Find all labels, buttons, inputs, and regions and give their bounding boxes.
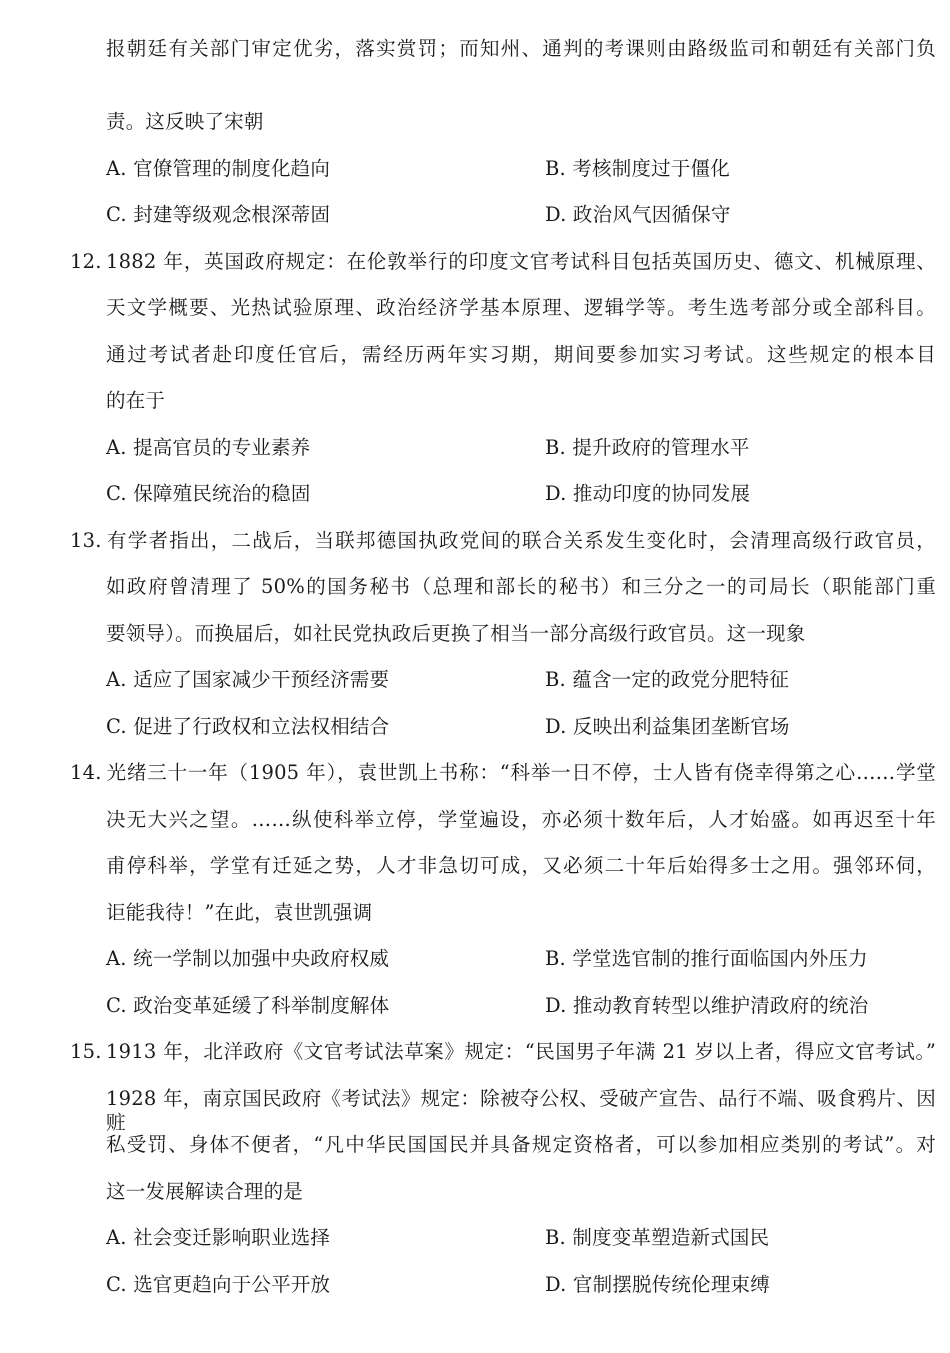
q12-text-line-3: 通过考试者赴印度任官后，需经历两年实习期，期间要参加实习考试。这些规定的根本目 (106, 343, 936, 366)
q13-option-a[interactable]: A. 适应了国家减少干预经济需要 (106, 668, 390, 691)
q11-option-b[interactable]: B. 考核制度过于僵化 (545, 157, 730, 180)
q11-text-line-2: 责。这反映了宋朝 (106, 110, 264, 133)
q12-text-line-1: 1882 年，英国政府规定：在伦敦举行的印度文官考试科目包括英国历史、德文、机械原理、 (106, 250, 936, 273)
q14-option-c[interactable]: C. 政治变革延缓了科举制度解体 (106, 994, 390, 1017)
question-number: 15. (70, 1040, 102, 1063)
q11-option-a[interactable]: A. 官僚管理的制度化趋向 (106, 157, 331, 180)
q13-first-line (70, 529, 936, 553)
q14-text-line-1: 光绪三十一年（1905 年），袁世凯上书称：“科举一日不停，士人皆有侥幸得第之心……学堂 (106, 761, 936, 784)
q15-option-b[interactable]: B. 制度变革塑造新式国民 (545, 1226, 770, 1249)
question-number: 12. (70, 250, 102, 273)
q15-text-line-2: 1928 年，南京国民政府《考试法》规定：除被夺公权、受破产宣告、品行不端、吸食鸦片、因赃 (106, 1087, 936, 1134)
q12-option-d[interactable]: D. 推动印度的协同发展 (545, 482, 751, 505)
q12-option-a[interactable]: A. 提高官员的专业素养 (106, 436, 311, 459)
q15-option-a[interactable]: A. 社会变迁影响职业选择 (106, 1226, 331, 1249)
q15-option-c[interactable]: C. 选官更趋向于公平开放 (106, 1273, 331, 1296)
q12-text-line-2: 天文学概要、光热试验原理、政治经济学基本原理、逻辑学等。考生选考部分或全部科目。 (106, 296, 936, 319)
q12-first-line (70, 250, 936, 274)
q12-text-line-4: 的在于 (106, 389, 166, 412)
q13-text-line-1: 有学者指出，二战后，当联邦德国执政党间的联合关系发生变化时，会清理高级行政官员， (106, 529, 936, 552)
q15-option-d[interactable]: D. 官制摆脱传统伦理束缚 (545, 1273, 770, 1296)
q15-text-line-4: 这一发展解读合理的是 (106, 1180, 304, 1203)
question-number: 13. (70, 529, 102, 552)
q14-option-a[interactable]: A. 统一学制以加强中央政府权威 (106, 947, 390, 970)
q12-option-c[interactable]: C. 保障殖民统治的稳固 (106, 482, 311, 505)
q14-text-line-4: 讵能我待！”在此，袁世凯强调 (106, 901, 373, 924)
q15-text-line-3: 私受罚、身体不便者，“凡中华民国国民并具备规定资格者，可以参加相应类别的考试”。对 (106, 1133, 936, 1156)
q14-first-line (70, 761, 936, 785)
q11-text-line-1: 报朝廷有关部门审定优劣，落实赏罚；而知州、通判的考课则由路级监司和朝廷有关部门负 (106, 37, 936, 60)
q11-option-c[interactable]: C. 封建等级观念根深蒂固 (106, 203, 331, 226)
q14-option-b[interactable]: B. 学堂选官制的推行面临国内外压力 (545, 947, 868, 970)
q13-text-line-2: 如政府曾清理了 50%的国务秘书（总理和部长的秘书）和三分之一的司局长（职能部门重 (106, 575, 936, 598)
q13-option-b[interactable]: B. 蕴含一定的政党分肥特征 (545, 668, 790, 691)
q14-text-line-2: 决无大兴之望。……纵使科举立停，学堂遍设，亦必须十数年后，人才始盛。如再迟至十年 (106, 808, 936, 831)
q12-option-b[interactable]: B. 提升政府的管理水平 (545, 436, 750, 459)
q13-option-c[interactable]: C. 促进了行政权和立法权相结合 (106, 715, 390, 738)
q15-first-line (70, 1040, 936, 1064)
q13-option-d[interactable]: D. 反映出利益集团垄断官场 (545, 715, 790, 738)
q11-option-d[interactable]: D. 政治风气因循保守 (545, 203, 731, 226)
q14-option-d[interactable]: D. 推动教育转型以维护清政府的统治 (545, 994, 869, 1017)
question-number: 14. (70, 761, 102, 784)
q15-text-line-1: 1913 年，北洋政府《文官考试法草案》规定：“民国男子年满 21 岁以上者，得应文官考试。” (106, 1040, 936, 1063)
q13-text-line-3: 要领导）。而换届后，如社民党执政后更换了相当一部分高级行政官员。这一现象 (106, 622, 806, 645)
q14-text-line-3: 甫停科举，学堂有迁延之势，人才非急切可成，又必须二十年后始得多士之用。强邻环伺， (106, 854, 936, 877)
